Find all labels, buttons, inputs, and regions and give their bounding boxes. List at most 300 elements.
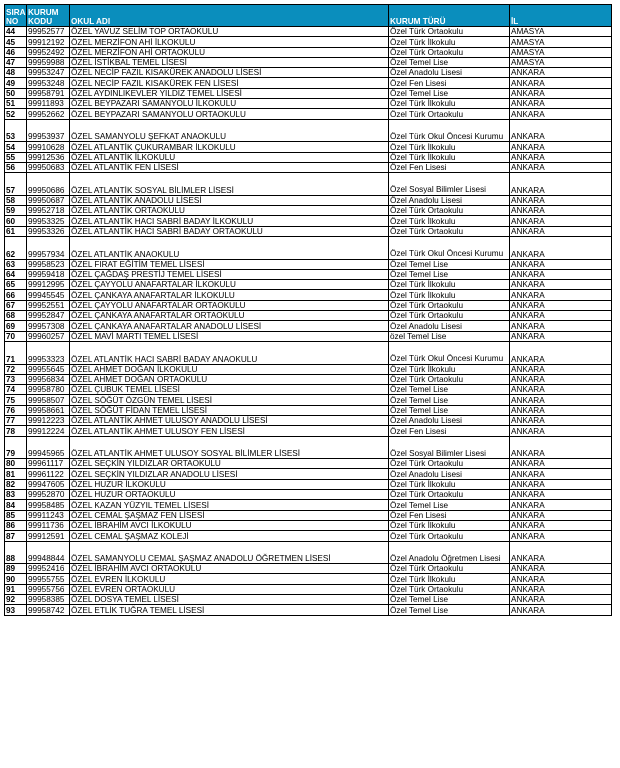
cell-kurum-turu: Özel Türk İlkokulu [389, 152, 510, 162]
cell-kurum-turu: Özel Anadolu Lisesi [389, 415, 510, 425]
cell-no: 74 [5, 385, 27, 395]
table-row [5, 68, 612, 78]
cell-il: ANKARA [510, 341, 612, 364]
cell-okul-adi: ÖZEL SAMANYOLU CEMAL ŞAŞMAZ ANADOLU ÖĞRETMEN LİSESİ [70, 541, 389, 564]
cell-no: 52 [5, 109, 27, 119]
cell-kurum-turu: Özel Türk Ortaokulu [389, 109, 510, 119]
cell-il: ANKARA [510, 206, 612, 216]
cell-kurum-turu: özel Temel Lise [389, 331, 510, 341]
table-row [5, 173, 612, 196]
cell-kurum-kodu: 99958791 [27, 88, 70, 98]
table-row [5, 226, 612, 236]
cell-il: ANKARA [510, 311, 612, 321]
cell-okul-adi: ÖZEL MERZİFON AHİ ORTAOKULU [70, 47, 389, 57]
cell-no: 89 [5, 564, 27, 574]
cell-okul-adi: ÖZEL ATLANTİK ANAOKULU [70, 236, 389, 259]
cell-il: ANKARA [510, 162, 612, 172]
cell-kurum-kodu: 99958485 [27, 500, 70, 510]
cell-okul-adi: ÖZEL SEÇKİN YILDIZLAR ANADOLU LİSESİ [70, 469, 389, 479]
cell-okul-adi: ÖZEL CEMAL ŞAŞMAZ FEN LİSESİ [70, 510, 389, 520]
table-row [5, 206, 612, 216]
table-row [5, 479, 612, 489]
cell-kurum-kodu: 99952847 [27, 311, 70, 321]
table-row [5, 459, 612, 469]
table-row [5, 605, 612, 615]
cell-il: ANKARA [510, 490, 612, 500]
cell-kurum-turu: Özel Anadolu Öğretmen Lisesi [389, 541, 510, 564]
cell-il: ANKARA [510, 269, 612, 279]
cell-kurum-kodu: 99958385 [27, 595, 70, 605]
cell-il: AMASYA [510, 57, 612, 67]
cell-okul-adi: ÖZEL EVREN ORTAOKULU [70, 584, 389, 594]
table-row [5, 195, 612, 205]
cell-kurum-turu: Özel Temel Lise [389, 605, 510, 615]
cell-kurum-kodu: 99961117 [27, 459, 70, 469]
header-sira-no [5, 5, 27, 27]
cell-no: 46 [5, 47, 27, 57]
cell-il: ANKARA [510, 331, 612, 341]
cell-no: 88 [5, 541, 27, 564]
cell-no: 70 [5, 331, 27, 341]
cell-il: ANKARA [510, 216, 612, 226]
cell-kurum-kodu: 99955755 [27, 574, 70, 584]
cell-okul-adi: ÖZEL EVREN İLKOKULU [70, 574, 389, 584]
table-row [5, 341, 612, 364]
table-row [5, 259, 612, 269]
cell-no: 53 [5, 119, 27, 142]
cell-il: ANKARA [510, 564, 612, 574]
cell-il: ANKARA [510, 541, 612, 564]
cell-kurum-turu: Özel Türk İlkokulu [389, 142, 510, 152]
cell-il: ANKARA [510, 68, 612, 78]
cell-no: 62 [5, 236, 27, 259]
table-row [5, 236, 612, 259]
cell-kurum-kodu: 99952416 [27, 564, 70, 574]
table-row [5, 57, 612, 67]
cell-kurum-kodu: 99958742 [27, 605, 70, 615]
cell-il: ANKARA [510, 605, 612, 615]
cell-no: 85 [5, 510, 27, 520]
table-row [5, 269, 612, 279]
table-row [5, 99, 612, 109]
cell-il: ANKARA [510, 152, 612, 162]
cell-kurum-kodu: 99912192 [27, 37, 70, 47]
cell-kurum-turu: Özel Temel Lise [389, 595, 510, 605]
cell-kurum-turu: Özel Türk Okul Öncesi Kurumu [389, 341, 510, 364]
cell-kurum-kodu: 99953248 [27, 78, 70, 88]
table-row [5, 300, 612, 310]
cell-il: ANKARA [510, 259, 612, 269]
cell-kurum-turu: Özel Türk Ortaokulu [389, 206, 510, 216]
cell-il: ANKARA [510, 426, 612, 436]
cell-okul-adi: ÖZEL İBRAHİM AVCI ORTAOKULU [70, 564, 389, 574]
cell-okul-adi: ÖZEL SÖĞÜT ÖZGÜN TEMEL LİSESİ [70, 395, 389, 405]
cell-okul-adi: ÖZEL İBRAHİM AVCI İLKOKULU [70, 520, 389, 530]
cell-no: 56 [5, 162, 27, 172]
cell-kurum-turu: Özel Sosyal Bilimler Lisesi [389, 436, 510, 459]
cell-kurum-kodu: 99953323 [27, 341, 70, 364]
cell-no: 81 [5, 469, 27, 479]
cell-okul-adi: ÖZEL AHMET DOĞAN ORTAOKULU [70, 374, 389, 384]
cell-il: ANKARA [510, 531, 612, 541]
cell-kurum-kodu: 99945545 [27, 290, 70, 300]
cell-il: ANKARA [510, 99, 612, 109]
cell-okul-adi: ÖZEL İSTİKBAL TEMEL LİSESİ [70, 57, 389, 67]
cell-no: 84 [5, 500, 27, 510]
cell-okul-adi: ÖZEL ÇANKAYA ANAFARTALAR ANADOLU LİSESİ [70, 321, 389, 331]
cell-kurum-kodu: 99953325 [27, 216, 70, 226]
cell-il: ANKARA [510, 142, 612, 152]
table-row [5, 469, 612, 479]
table-row [5, 290, 612, 300]
cell-il: ANKARA [510, 436, 612, 459]
cell-okul-adi: ÖZEL ETLİK TUĞRA TEMEL LİSESİ [70, 605, 389, 615]
cell-kurum-turu: Özel Temel Lise [389, 500, 510, 510]
cell-no: 63 [5, 259, 27, 269]
cell-il: AMASYA [510, 37, 612, 47]
cell-il: ANKARA [510, 415, 612, 425]
table-row [5, 47, 612, 57]
cell-il: ANKARA [510, 364, 612, 374]
table-row [5, 395, 612, 405]
cell-okul-adi: ÖZEL ÇANKAYA ANAFARTALAR ORTAOKULU [70, 311, 389, 321]
cell-kurum-kodu: 99950687 [27, 195, 70, 205]
cell-no: 61 [5, 226, 27, 236]
cell-il: ANKARA [510, 119, 612, 142]
cell-okul-adi: ÖZEL NECİP FAZIL KISAKÜREK FEN LİSESİ [70, 78, 389, 88]
cell-il: ANKARA [510, 290, 612, 300]
cell-no: 80 [5, 459, 27, 469]
cell-kurum-turu: Özel Türk Ortaokulu [389, 226, 510, 236]
cell-kurum-kodu: 99960257 [27, 331, 70, 341]
cell-okul-adi: ÖZEL ÇANKAYA ANAFARTALAR İLKOKULU [70, 290, 389, 300]
cell-il: ANKARA [510, 109, 612, 119]
cell-okul-adi: ÖZEL KAZAN YÜZYIL TEMEL LİSESİ [70, 500, 389, 510]
header-kodu-line1: KURUM [28, 8, 59, 17]
cell-no: 87 [5, 531, 27, 541]
cell-kurum-turu: Özel Temel Lise [389, 259, 510, 269]
cell-okul-adi: ÖZEL NECİP FAZIL KISAKÜREK ANADOLU LİSESİ [70, 68, 389, 78]
cell-kurum-turu: Özel Fen Lisesi [389, 162, 510, 172]
cell-kurum-turu: Özel Türk İlkokulu [389, 99, 510, 109]
cell-no: 48 [5, 68, 27, 78]
cell-kurum-kodu: 99953247 [27, 68, 70, 78]
cell-kurum-turu: Özel Türk İlkokulu [389, 280, 510, 290]
table-row [5, 152, 612, 162]
cell-kurum-turu: Özel Türk Ortaokulu [389, 47, 510, 57]
table-row [5, 311, 612, 321]
cell-kurum-turu: Özel Fen Lisesi [389, 426, 510, 436]
table-row [5, 500, 612, 510]
cell-okul-adi: ÖZEL HUZUR ORTAOKULU [70, 490, 389, 500]
cell-kurum-turu: Özel Temel Lise [389, 57, 510, 67]
cell-kurum-turu: Özel Türk Ortaokulu [389, 300, 510, 310]
header-sira-line1: SIRA [6, 8, 26, 17]
cell-il: ANKARA [510, 584, 612, 594]
table-row [5, 364, 612, 374]
cell-okul-adi: ÖZEL FIRAT EĞİTİM TEMEL LİSESİ [70, 259, 389, 269]
table-row [5, 490, 612, 500]
cell-kurum-kodu: 99953326 [27, 226, 70, 236]
cell-il: ANKARA [510, 479, 612, 489]
cell-okul-adi: ÖZEL ATLANTİK ANADOLU LİSESİ [70, 195, 389, 205]
header-kodu-line2: KODU [28, 16, 53, 26]
table-row [5, 405, 612, 415]
cell-il: AMASYA [510, 47, 612, 57]
cell-kurum-kodu: 99952551 [27, 300, 70, 310]
cell-il: ANKARA [510, 173, 612, 196]
cell-okul-adi: ÖZEL MAVİ MARTI TEMEL LİSESİ [70, 331, 389, 341]
cell-il: ANKARA [510, 469, 612, 479]
cell-il: ANKARA [510, 459, 612, 469]
cell-il: ANKARA [510, 321, 612, 331]
table-row [5, 37, 612, 47]
table-row [5, 88, 612, 98]
cell-okul-adi: ÖZEL ATLANTİK HACI SABRİ BADAY ANAOKULU [70, 341, 389, 364]
cell-kurum-kodu: 99948844 [27, 541, 70, 564]
cell-no: 92 [5, 595, 27, 605]
table-row [5, 564, 612, 574]
cell-kurum-turu: Özel Anadolu Lisesi [389, 469, 510, 479]
cell-no: 86 [5, 520, 27, 530]
cell-okul-adi: ÖZEL ÇAYYOLU ANAFARTALAR ORTAOKULU [70, 300, 389, 310]
cell-kurum-turu: Özel Türk Ortaokulu [389, 374, 510, 384]
cell-kurum-kodu: 99959418 [27, 269, 70, 279]
table-row [5, 436, 612, 459]
cell-kurum-turu: Özel Türk Okul Öncesi Kurumu [389, 236, 510, 259]
cell-no: 44 [5, 27, 27, 37]
cell-kurum-kodu: 99956834 [27, 374, 70, 384]
cell-kurum-turu: Özel Türk Ortaokulu [389, 27, 510, 37]
cell-kurum-kodu: 99912591 [27, 531, 70, 541]
cell-il: ANKARA [510, 395, 612, 405]
cell-no: 75 [5, 395, 27, 405]
cell-no: 91 [5, 584, 27, 594]
table-row [5, 531, 612, 541]
cell-kurum-turu: Özel Türk İlkokulu [389, 364, 510, 374]
cell-kurum-kodu: 99957934 [27, 236, 70, 259]
schools-table [4, 4, 612, 616]
cell-kurum-turu: Özel Türk Ortaokulu [389, 459, 510, 469]
cell-no: 72 [5, 364, 27, 374]
cell-kurum-kodu: 99959988 [27, 57, 70, 67]
cell-okul-adi: ÖZEL AYDINLIKEVLER YILDIZ TEMEL LİSESİ [70, 88, 389, 98]
cell-kurum-kodu: 99911893 [27, 99, 70, 109]
cell-kurum-kodu: 99950683 [27, 162, 70, 172]
cell-il: ANKARA [510, 236, 612, 259]
header-il: İL [510, 5, 612, 27]
cell-kurum-kodu: 99952718 [27, 206, 70, 216]
cell-kurum-kodu: 99911736 [27, 520, 70, 530]
cell-okul-adi: ÖZEL ÇUBUK TEMEL LİSESİ [70, 385, 389, 395]
cell-kurum-kodu: 99955756 [27, 584, 70, 594]
cell-kurum-turu: Özel Türk İlkokulu [389, 216, 510, 226]
cell-kurum-turu: Özel Fen Lisesi [389, 510, 510, 520]
header-kurum-kodu [27, 5, 70, 27]
cell-no: 65 [5, 280, 27, 290]
cell-okul-adi: ÖZEL AHMET DOĞAN İLKOKULU [70, 364, 389, 374]
cell-no: 67 [5, 300, 27, 310]
cell-kurum-kodu: 99953937 [27, 119, 70, 142]
header-row [5, 5, 612, 27]
cell-no: 76 [5, 405, 27, 415]
cell-kurum-turu: Özel Temel Lise [389, 405, 510, 415]
cell-okul-adi: ÖZEL ATLANTİK AHMET ULUSOY SOSYAL BİLİMLER LİSESİ [70, 436, 389, 459]
cell-kurum-kodu: 99957308 [27, 321, 70, 331]
header-sira-line2: NO [6, 16, 19, 26]
cell-okul-adi: ÖZEL ATLANTİK HACI SABRİ BADAY ORTAOKULU [70, 226, 389, 236]
cell-kurum-turu: Özel Türk İlkokulu [389, 290, 510, 300]
cell-kurum-kodu: 99958507 [27, 395, 70, 405]
table-row [5, 595, 612, 605]
cell-no: 73 [5, 374, 27, 384]
cell-no: 64 [5, 269, 27, 279]
cell-kurum-turu: Özel Temel Lise [389, 269, 510, 279]
cell-il: ANKARA [510, 520, 612, 530]
cell-no: 51 [5, 99, 27, 109]
cell-okul-adi: ÖZEL HUZUR İLKOKULU [70, 479, 389, 489]
header-okul-adi: OKUL ADI [70, 5, 389, 27]
table-row [5, 584, 612, 594]
cell-kurum-turu: Özel Türk Okul Öncesi Kurumu [389, 119, 510, 142]
cell-okul-adi: ÖZEL YAVUZ SELİM TOP ORTAOKULU [70, 27, 389, 37]
table-row [5, 216, 612, 226]
cell-okul-adi: ÖZEL ATLANTİK HACI SABRİ BADAY İLKOKULU [70, 216, 389, 226]
cell-kurum-kodu: 99958661 [27, 405, 70, 415]
cell-okul-adi: ÖZEL BEYPAZARI SAMANYOLU ORTAOKULU [70, 109, 389, 119]
cell-okul-adi: ÖZEL SÖĞÜT FİDAN TEMEL LİSESİ [70, 405, 389, 415]
cell-kurum-turu: Özel Türk Ortaokulu [389, 531, 510, 541]
table-row [5, 78, 612, 88]
cell-kurum-kodu: 99945965 [27, 436, 70, 459]
cell-kurum-kodu: 99910628 [27, 142, 70, 152]
cell-okul-adi: ÖZEL ÇAĞDAŞ PRESTİJ TEMEL LİSESİ [70, 269, 389, 279]
cell-okul-adi: ÖZEL CEMAL ŞAŞMAZ KOLEJİ [70, 531, 389, 541]
cell-okul-adi: ÖZEL ÇAYYOLU ANAFARTALAR İLKOKULU [70, 280, 389, 290]
cell-kurum-turu: Özel Anadolu Lisesi [389, 321, 510, 331]
cell-no: 83 [5, 490, 27, 500]
cell-okul-adi: ÖZEL ATLANTİK FEN LİSESİ [70, 162, 389, 172]
cell-kurum-turu: Özel Türk İlkokulu [389, 479, 510, 489]
table-row [5, 520, 612, 530]
cell-no: 55 [5, 152, 27, 162]
cell-no: 82 [5, 479, 27, 489]
cell-il: ANKARA [510, 595, 612, 605]
table-row [5, 415, 612, 425]
cell-kurum-turu: Özel Temel Lise [389, 395, 510, 405]
cell-kurum-turu: Özel Türk Ortaokulu [389, 584, 510, 594]
cell-no: 69 [5, 321, 27, 331]
table-row [5, 541, 612, 564]
table-row [5, 162, 612, 172]
cell-kurum-kodu: 99912995 [27, 280, 70, 290]
table-row [5, 510, 612, 520]
cell-no: 90 [5, 574, 27, 584]
cell-il: ANKARA [510, 385, 612, 395]
cell-no: 54 [5, 142, 27, 152]
cell-no: 50 [5, 88, 27, 98]
cell-kurum-kodu: 99952870 [27, 490, 70, 500]
table-row [5, 280, 612, 290]
cell-il: ANKARA [510, 374, 612, 384]
cell-no: 77 [5, 415, 27, 425]
cell-no: 71 [5, 341, 27, 364]
cell-no: 60 [5, 216, 27, 226]
cell-il: ANKARA [510, 300, 612, 310]
table-row [5, 27, 612, 37]
cell-no: 49 [5, 78, 27, 88]
table-row [5, 142, 612, 152]
cell-okul-adi: ÖZEL SEÇKİN YILDIZLAR ORTAOKULU [70, 459, 389, 469]
cell-no: 78 [5, 426, 27, 436]
cell-okul-adi: ÖZEL ATLANTİK ÇUKURAMBAR İLKOKULU [70, 142, 389, 152]
cell-il: ANKARA [510, 226, 612, 236]
cell-okul-adi: ÖZEL ATLANTİK ORTAOKULU [70, 206, 389, 216]
cell-okul-adi: ÖZEL BEYPAZARI SAMANYOLU İLKOKULU [70, 99, 389, 109]
cell-il: ANKARA [510, 280, 612, 290]
header-kurum-turu: KURUM TÜRÜ [389, 5, 510, 27]
cell-kurum-turu: Özel Türk İlkokulu [389, 520, 510, 530]
cell-kurum-turu: Özel Türk İlkokulu [389, 574, 510, 584]
cell-kurum-turu: Özel Fen Lisesi [389, 78, 510, 88]
cell-kurum-kodu: 99955645 [27, 364, 70, 374]
cell-kurum-turu: Özel Temel Lise [389, 385, 510, 395]
table-row [5, 321, 612, 331]
cell-no: 66 [5, 290, 27, 300]
cell-okul-adi: ÖZEL MERZİFON AHİ İLKOKULU [70, 37, 389, 47]
table-row [5, 385, 612, 395]
table-row [5, 119, 612, 142]
cell-kurum-kodu: 99950686 [27, 173, 70, 196]
cell-no: 59 [5, 206, 27, 216]
cell-il: ANKARA [510, 78, 612, 88]
cell-no: 68 [5, 311, 27, 321]
cell-kurum-kodu: 99911243 [27, 510, 70, 520]
cell-okul-adi: ÖZEL ATLANTİK AHMET ULUSOY ANADOLU LİSESİ [70, 415, 389, 425]
cell-kurum-turu: Özel Türk Ortaokulu [389, 311, 510, 321]
table-row [5, 374, 612, 384]
cell-kurum-kodu: 99912223 [27, 415, 70, 425]
cell-okul-adi: ÖZEL ATLANTİK SOSYAL BİLİMLER LİSESİ [70, 173, 389, 196]
cell-kurum-kodu: 99912536 [27, 152, 70, 162]
cell-no: 45 [5, 37, 27, 47]
cell-okul-adi: ÖZEL ATLANTİK AHMET ULUSOY FEN LİSESİ [70, 426, 389, 436]
cell-no: 93 [5, 605, 27, 615]
cell-kurum-kodu: 99912224 [27, 426, 70, 436]
cell-kurum-turu: Özel Temel Lise [389, 88, 510, 98]
table-row [5, 426, 612, 436]
cell-kurum-turu: Özel Türk İlkokulu [389, 37, 510, 47]
cell-kurum-kodu: 99958780 [27, 385, 70, 395]
cell-il: ANKARA [510, 574, 612, 584]
cell-kurum-turu: Özel Sosyal Bilimler Lisesi [389, 173, 510, 196]
cell-kurum-turu: Özel Anadolu Lisesi [389, 68, 510, 78]
cell-kurum-kodu: 99952662 [27, 109, 70, 119]
cell-no: 47 [5, 57, 27, 67]
cell-kurum-turu: Özel Türk Ortaokulu [389, 564, 510, 574]
cell-il: ANKARA [510, 510, 612, 520]
cell-no: 58 [5, 195, 27, 205]
cell-il: AMASYA [510, 27, 612, 37]
cell-kurum-turu: Özel Anadolu Lisesi [389, 195, 510, 205]
table-row [5, 331, 612, 341]
cell-kurum-kodu: 99961122 [27, 469, 70, 479]
cell-kurum-kodu: 99952577 [27, 27, 70, 37]
cell-okul-adi: ÖZEL ATLANTİK İLKOKULU [70, 152, 389, 162]
cell-il: ANKARA [510, 195, 612, 205]
table-row [5, 574, 612, 584]
table-row [5, 109, 612, 119]
